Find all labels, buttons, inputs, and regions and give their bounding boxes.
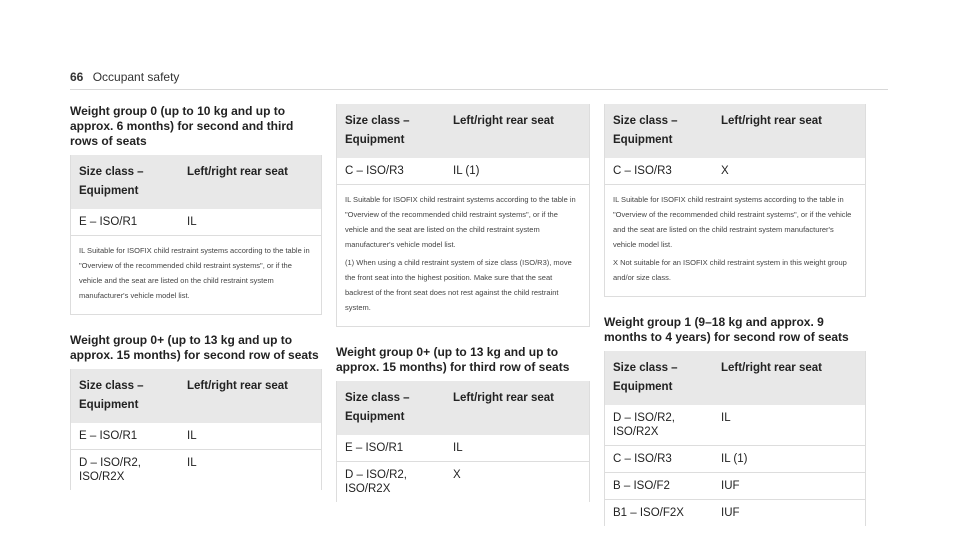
cell-size-class: D – ISO/R2, ISO/R2X — [605, 405, 713, 446]
table-row — [605, 473, 865, 500]
note-text: IL Suitable for ISOFIX child restraint systems according to the table in "Overview of the recommended child restraint systems", or if the vehicle and the seat are listed on the child restraint system manufacturer's vehicle model list. — [613, 195, 852, 249]
table-note-row — [337, 185, 589, 327]
cell-size-class: C – ISO/R3 — [337, 158, 445, 185]
table-header-row — [71, 369, 321, 423]
cell-seat: IUF — [713, 473, 865, 500]
table-note-row — [605, 185, 865, 297]
header-seat: Left/right rear seat — [713, 351, 865, 405]
header-size-class: Size class – Equipment — [337, 104, 445, 158]
cell-seat: IUF — [721, 507, 740, 519]
header-size-class: Size class – Equipment — [71, 155, 179, 209]
note-text: IL Suitable for ISOFIX child restraint systems according to the table in "Overview of the recommended child restraint systems", or if the vehicle and the seat are listed on the child restraint system manufacturer's vehicle model list. — [79, 246, 310, 300]
seat-table — [336, 104, 590, 327]
table-row — [605, 158, 865, 185]
header-size-class: Size class – Equipment — [605, 104, 713, 158]
column-1 — [70, 104, 322, 508]
table-header-row — [71, 155, 321, 209]
cell-size-class: B – ISO/F2 — [605, 473, 713, 500]
header-size-class: Size class – Equipment — [337, 381, 445, 435]
table-note — [605, 185, 865, 297]
table-header-row — [605, 104, 865, 158]
table-header-row — [337, 381, 589, 435]
header-seat: Left/right rear seat — [179, 155, 321, 209]
table-row — [605, 405, 865, 446]
cell-seat: IL (1) — [445, 158, 589, 185]
section-title: Weight group 1 (9–18 kg and approx. 9 months to 4 years) for second row of seats — [604, 315, 849, 344]
table-row — [71, 209, 321, 236]
table-note — [71, 236, 321, 315]
cell-seat: IL — [179, 209, 321, 236]
section-title: Weight group 0 (up to 10 kg and up to approx. 6 months) for second and third rows of seats — [70, 104, 294, 148]
seat-table — [70, 369, 322, 490]
table-row — [337, 435, 589, 462]
header-seat: Left/right rear seat — [713, 104, 865, 158]
column-2 — [336, 104, 590, 520]
note-text: X Not suitable for an ISOFIX child restraint system in this weight group and/or size class. — [613, 258, 847, 282]
section-title: Weight group 0+ (up to 13 kg and up to approx. 15 months) for third row of seats — [336, 345, 570, 374]
table-row — [71, 450, 321, 491]
seat-table — [336, 381, 590, 502]
column-3 — [604, 104, 866, 544]
cell-seat: IL — [187, 457, 197, 469]
page-number: 66 — [70, 70, 84, 84]
cell-size-class: E – ISO/R1 — [71, 423, 179, 450]
cell-seat: IL — [179, 423, 321, 450]
table-row — [337, 462, 589, 503]
seat-table — [604, 104, 866, 297]
section-name: Occupant safety — [92, 70, 180, 84]
table-note-row — [71, 236, 321, 315]
cell-size-class: C – ISO/R3 — [605, 158, 713, 185]
note-text: (1) When using a child restraint system of size class (ISO/R3), move the front seat into the highest position. Make sure that the seat backrest of the front seat does not rest against the child restraint system. — [345, 258, 572, 312]
cell-size-class: D – ISO/R2, ISO/R2X — [79, 457, 141, 483]
table-row — [605, 500, 865, 527]
cell-seat: IL — [445, 435, 589, 462]
table-note — [337, 185, 589, 327]
cell-size-class: E – ISO/R1 — [337, 435, 445, 462]
seat-table — [604, 351, 866, 526]
section-title: Weight group 0+ (up to 13 kg and up to approx. 15 months) for second row of seats — [70, 333, 319, 362]
table-header-row — [605, 351, 865, 405]
header-seat: Left/right rear seat — [445, 104, 589, 158]
table-header-row — [337, 104, 589, 158]
page-header — [70, 70, 179, 84]
cell-size-class: D – ISO/R2, ISO/R2X — [345, 469, 407, 495]
cell-seat: X — [453, 469, 461, 481]
header-seat: Left/right rear seat — [445, 381, 589, 435]
table-row — [71, 423, 321, 450]
cell-seat: IL (1) — [713, 446, 865, 473]
header-divider — [70, 89, 888, 90]
header-size-class: Size class – Equipment — [71, 369, 179, 423]
header-seat: Left/right rear seat — [179, 369, 321, 423]
header-size-class: Size class – Equipment — [605, 351, 713, 405]
cell-seat: IL — [713, 405, 865, 446]
table-row — [337, 158, 589, 185]
table-row — [605, 446, 865, 473]
cell-size-class: E – ISO/R1 — [71, 209, 179, 236]
seat-table — [70, 155, 322, 315]
cell-size-class: C – ISO/R3 — [605, 446, 713, 473]
cell-seat: X — [713, 158, 865, 185]
note-text: IL Suitable for ISOFIX child restraint systems according to the table in "Overview of the recommended child restraint systems", or if the vehicle and the seat are listed on the child restraint system manufacturer's vehicle model list. — [345, 195, 576, 249]
cell-size-class: B1 – ISO/F2X — [613, 507, 684, 519]
